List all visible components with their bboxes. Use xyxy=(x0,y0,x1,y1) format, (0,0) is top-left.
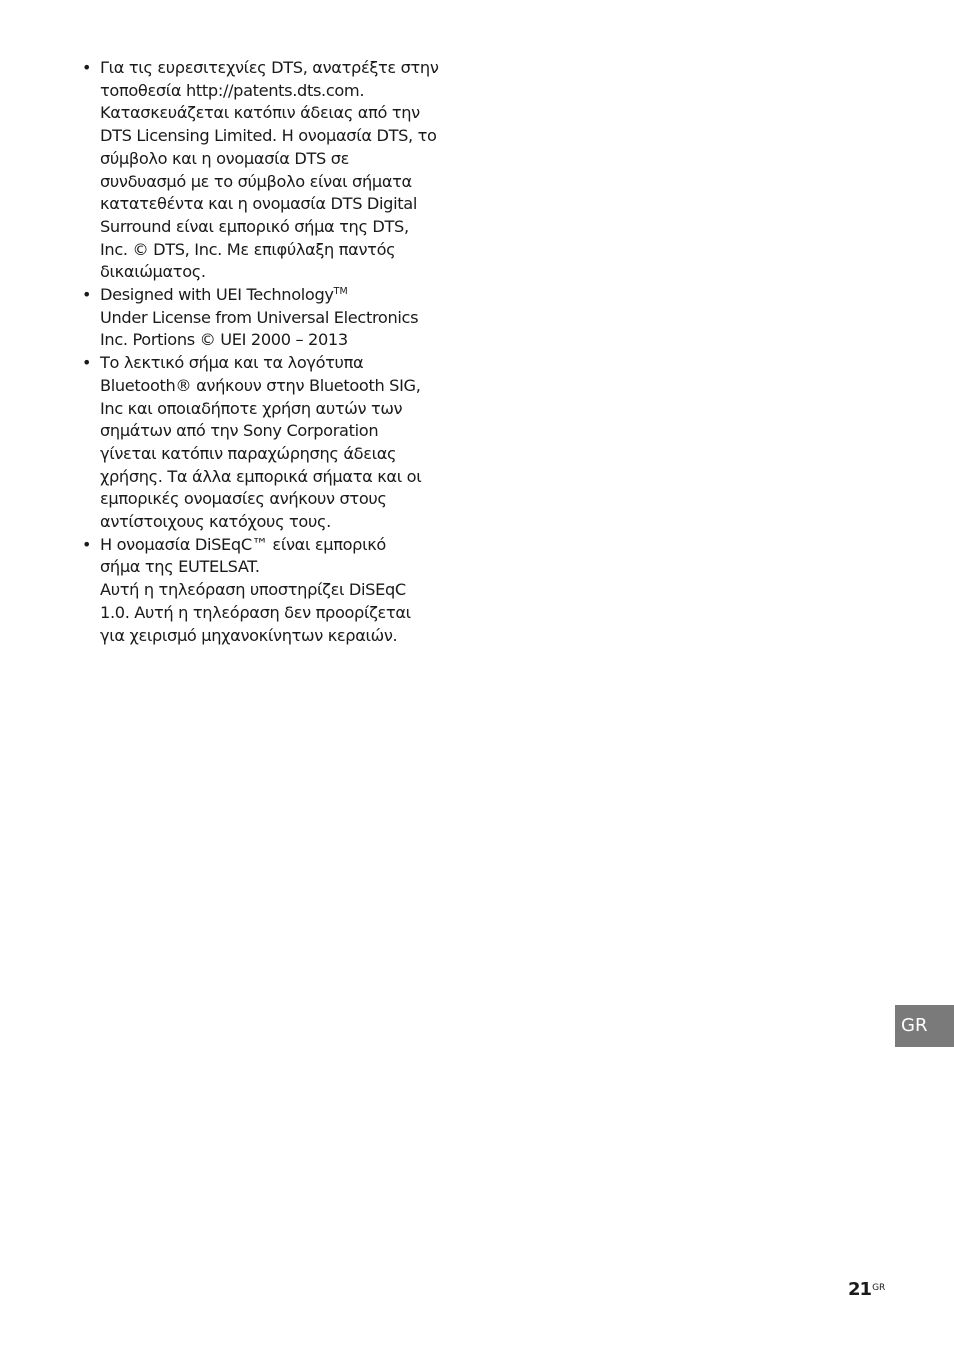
page-number xyxy=(848,1279,885,1300)
text-line: Το λεκτικό σήμα και τα λογότυπα xyxy=(100,353,364,373)
language-tab: GR xyxy=(895,1005,954,1047)
list-item-uei xyxy=(82,284,474,352)
text-line: Αυτή η τηλεόραση υποστηρίζει DiSEqC xyxy=(100,580,406,600)
text-line: εμπορικές ονομασίες ανήκουν στους xyxy=(100,489,387,509)
text-line: 1.0. Αυτή η τηλεόραση δεν προορίζεται xyxy=(100,602,411,622)
text-line: συνδυασμό με το σύμβολο είναι σήματα xyxy=(100,171,412,191)
text-line: σημάτων από την Sony Corporation xyxy=(100,421,379,441)
list-item-dts xyxy=(82,57,474,284)
notice-list xyxy=(82,57,474,647)
text-line: Inc και οποιαδήποτε χρήση αυτών των xyxy=(100,398,403,418)
text-line: Inc. © DTS, Inc. Με επιφύλαξη παντός xyxy=(100,239,396,259)
text-line: χρήσης. Τα άλλα εμπορικά σήματα και οι xyxy=(100,466,422,486)
text-line: Bluetooth® ανήκουν στην Bluetooth SIG, xyxy=(100,375,421,395)
text-line: για χειρισμό μηχανοκίνητων κεραιών. xyxy=(100,625,398,645)
page-number-value: 21 xyxy=(848,1279,872,1300)
bullet-icon: • xyxy=(82,58,92,77)
text-line: κατατεθέντα και η ονομασία DTS Digital xyxy=(100,194,417,214)
text-line: αντίστοιχους κατόχους τους. xyxy=(100,512,331,532)
bullet-icon: • xyxy=(82,353,92,373)
text-line: Inc. Portions © UEI 2000 – 2013 xyxy=(100,330,348,350)
bullet-icon: • xyxy=(82,285,92,305)
text-line xyxy=(100,284,474,307)
text-line: σύμβολο και η ονομασία DTS σε xyxy=(100,148,350,168)
text-line: σήμα της EUTELSAT. xyxy=(100,557,260,577)
text-line: τοποθεσία http://patents.dts.com. xyxy=(100,80,365,100)
text-line: γίνεται κατόπιν παραχώρησης άδειας xyxy=(100,443,397,463)
list-item-bluetooth xyxy=(82,352,474,534)
text-line: Under License from Universal Electronics xyxy=(100,307,419,327)
trademark-superscript: TM xyxy=(333,286,348,298)
text-line: Για τις ευρεσιτεχνίες DTS, ανατρέξτε στην xyxy=(100,58,439,77)
text-line: Κατασκευάζεται κατόπιν άδειας από την xyxy=(100,103,420,123)
text-line: Η ονομασία DiSEqC™ είναι εμπορικό xyxy=(100,534,386,554)
text-line: DTS Licensing Limited. Η ονομασία DTS, το xyxy=(100,126,437,146)
text-line: Surround είναι εμπορικό σήμα της DTS, xyxy=(100,216,409,236)
page-number-suffix: GR xyxy=(872,1283,886,1293)
text-line: δικαιώματος. xyxy=(100,262,206,282)
document-body xyxy=(82,57,474,647)
uei-heading-text: Designed with UEI Technology xyxy=(100,285,334,305)
list-item-diseqc xyxy=(82,534,474,648)
bullet-icon: • xyxy=(82,534,92,554)
